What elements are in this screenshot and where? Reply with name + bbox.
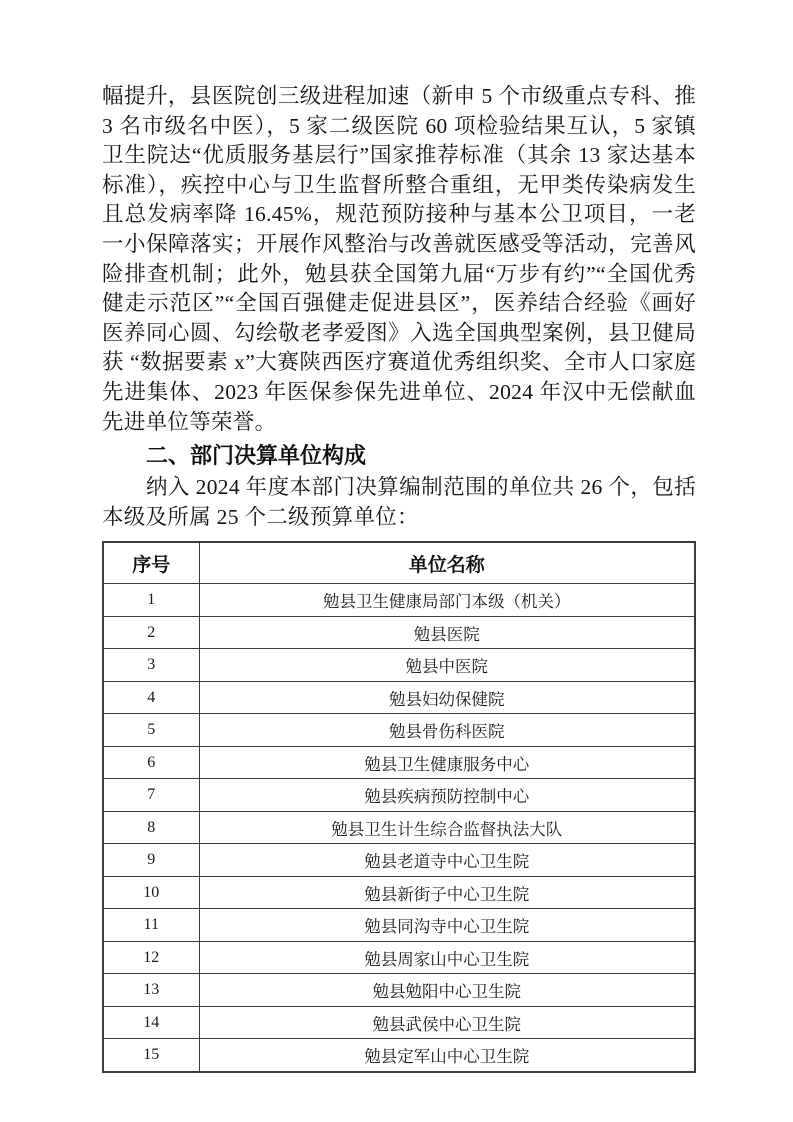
table-row: [103, 1006, 695, 1039]
unit-name-cell: 勉县新街子中心卫生院: [199, 876, 695, 909]
intro-paragraph: 纳入 2024 年度本部门决算编制范围的单位共 26 个，包括本级及所属 25 个二级预算单位：: [102, 475, 696, 529]
row-index-cell: 7: [103, 779, 199, 812]
table-row: [103, 779, 695, 812]
table-row: [103, 714, 695, 747]
table-row: [103, 844, 695, 877]
row-index-cell: 12: [103, 941, 199, 974]
row-index-cell: 1: [103, 584, 199, 617]
col-header-index: 序号: [103, 542, 199, 584]
row-index-cell: 4: [103, 681, 199, 714]
row-index-cell: 5: [103, 714, 199, 747]
unit-table-body: [103, 584, 695, 1072]
page-content: [102, 82, 696, 1073]
unit-name-cell: 勉县骨伤科医院: [199, 714, 695, 747]
unit-table-header: [103, 542, 695, 584]
table-row: [103, 746, 695, 779]
row-index-cell: 11: [103, 909, 199, 942]
table-row: [103, 649, 695, 682]
table-row: [103, 1039, 695, 1072]
header-row: [103, 542, 695, 584]
unit-name-cell: 勉县同沟寺中心卫生院: [199, 909, 695, 942]
unit-name-cell: 勉县中医院: [199, 649, 695, 682]
paragraph-continuation: 幅提升，县医院创三级进程加速（新申 5 个市级重点专科、推 3 名市级名中医），5 家二级医院 60 项检验结果互认，5 家镇卫生院达“优质服务基层行”国家推荐标准（其余 13 家达基本标准），疾控中心与卫生监督所整合重组，无甲类传染病发生且总发病率降 16.45%，规范预防接种与基本公卫项目，一老一小保障落实；开展作风整治与改善就医感受等活动，完善风险排查机制；此外，勉县获全国第九届“万步有约”“全国优秀健走示范区”“全国百强健走促进县区”，医养结合经验《画好医养同心圆、勾绘敬老孝爱图》入选全国典型案例，县卫健局获 “数据要素 x”大赛陕西医疗赛道优秀组织奖、全市人口家庭先进集体、2023 年医保参保先进单位、2024 年汉中无偿献血先进单位等荣誉。: [102, 84, 696, 434]
table-row: [103, 974, 695, 1007]
row-index-cell: 6: [103, 746, 199, 779]
row-index-cell: 8: [103, 811, 199, 844]
unit-name-cell: 勉县妇幼保健院: [199, 681, 695, 714]
table-row: [103, 681, 695, 714]
unit-name-cell: 勉县勉阳中心卫生院: [199, 974, 695, 1007]
row-index-cell: 10: [103, 876, 199, 909]
unit-name-cell: 勉县周家山中心卫生院: [199, 941, 695, 974]
row-index-cell: 13: [103, 974, 199, 1007]
unit-name-cell: 勉县卫生健康服务中心: [199, 746, 695, 779]
unit-name-cell: 勉县卫生计生综合监督执法大队: [199, 811, 695, 844]
unit-name-cell: 勉县老道寺中心卫生院: [199, 844, 695, 877]
table-row: [103, 811, 695, 844]
unit-name-cell: 勉县疾病预防控制中心: [199, 779, 695, 812]
table-row: [103, 941, 695, 974]
unit-name-cell: 勉县武侯中心卫生院: [199, 1006, 695, 1039]
section-heading: 二、部门决算单位构成: [146, 443, 367, 469]
row-index-cell: 15: [103, 1039, 199, 1072]
table-row: [103, 616, 695, 649]
table-row: [103, 876, 695, 909]
row-index-cell: 9: [103, 844, 199, 877]
col-header-unit-name: 单位名称: [199, 542, 695, 584]
table-row: [103, 909, 695, 942]
row-index-cell: 3: [103, 649, 199, 682]
row-index-cell: 2: [103, 616, 199, 649]
table-row: [103, 584, 695, 617]
unit-table: [102, 541, 696, 1073]
row-index-cell: 14: [103, 1006, 199, 1039]
unit-name-cell: 勉县卫生健康局部门本级（机关）: [199, 584, 695, 617]
unit-name-cell: 勉县医院: [199, 616, 695, 649]
unit-name-cell: 勉县定军山中心卫生院: [199, 1039, 695, 1072]
